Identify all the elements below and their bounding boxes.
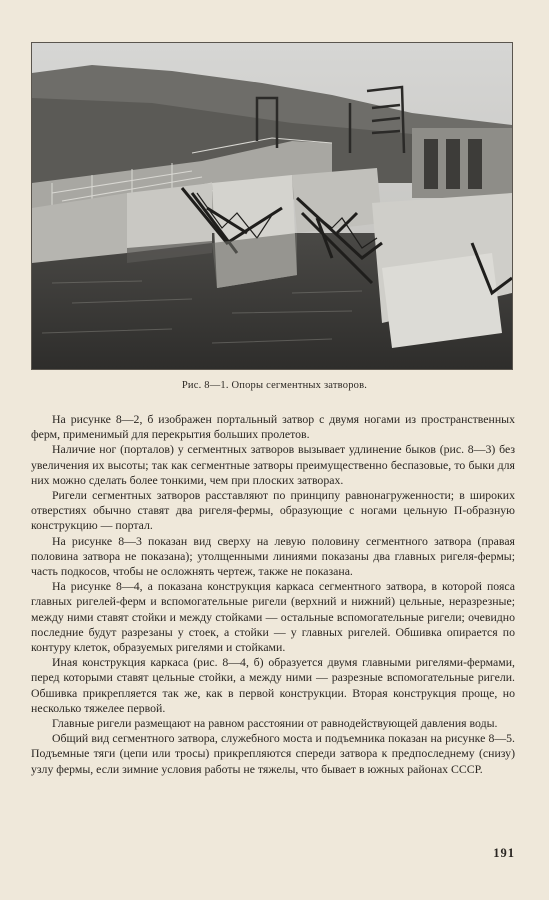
body-text (31, 412, 515, 777)
page-number: 191 (493, 846, 515, 860)
paragraph: Главные ригели размещают на равном расстоянии от равнодействующей давления воды. (52, 716, 498, 731)
paragraph: Наличие ног (порталов) у сегментных затворов вызывает удлинение быков (рис. 8—3) без увеличения их высоты; так как сегментные затворы преимущественно беспазовые, то быки для них можно сделать более тонкими, чем при плоских затворах. (31, 442, 515, 487)
figure-caption: Рис. 8—1. Опоры сегментных затворов. (181, 380, 368, 391)
paragraph: На рисунке 8—2, б изображен портальный затвор с двумя ногами из пространственных ферм, применимый для перекрытия больших пролетов. (31, 412, 515, 442)
paragraph: На рисунке 8—3 показан вид сверху на левую половину сегментного затвора (правая половина затвора не показана); утолщенными линиями показаны два главных ригеля-фермы; часть подкосов, чтобы не осложнять чертеж, также не показана. (31, 533, 515, 579)
paragraph: Иная конструкция каркаса (рис. 8—4, б) образуется двумя главными ригелями-фермами, перед которыми ставят цельные стойки, а между ними — разрезные вспомогательные ригели. Обшивка прикрепляется так же, как в первой конструкции. Вторая конструкция проще, но несколько тяжелее первой. (31, 655, 515, 715)
paragraph: На рисунке 8—4, а показана конструкция каркаса сегментного затвора, в которой пояса главных ригелей-ферм и вспомогательные ригели (верхний и нижний) цельные, неразрезные; между ними ставят стойки и между стойками — остальные вспомогательные ригели; очевидно последние будут разрезаны у стоек, а стойки — у главных ригелей. Обшивка опирается по контуру клеток, образуемых ригелями и стойками. (31, 579, 515, 655)
figure-photo (31, 42, 513, 370)
paragraph: Общий вид сегментного затвора, служебного моста и подъемника показан на рисунке 8—5. Подъемные тяги (цепи или тросы) прикрепляются спереди затвора к предпоследнему (снизу) узлу фермы, если зимние условия работы не тяжелы, что бывает в южных районах СССР. (31, 731, 515, 776)
dam-gates-photo (32, 43, 512, 369)
paragraph: Ригели сегментных затворов расставляют по принципу равнонагруженности; в широких отверстиях обычно ставят два ригеля-фермы, образующие с ногами цельную П-образную конструкцию — портал. (31, 488, 515, 533)
